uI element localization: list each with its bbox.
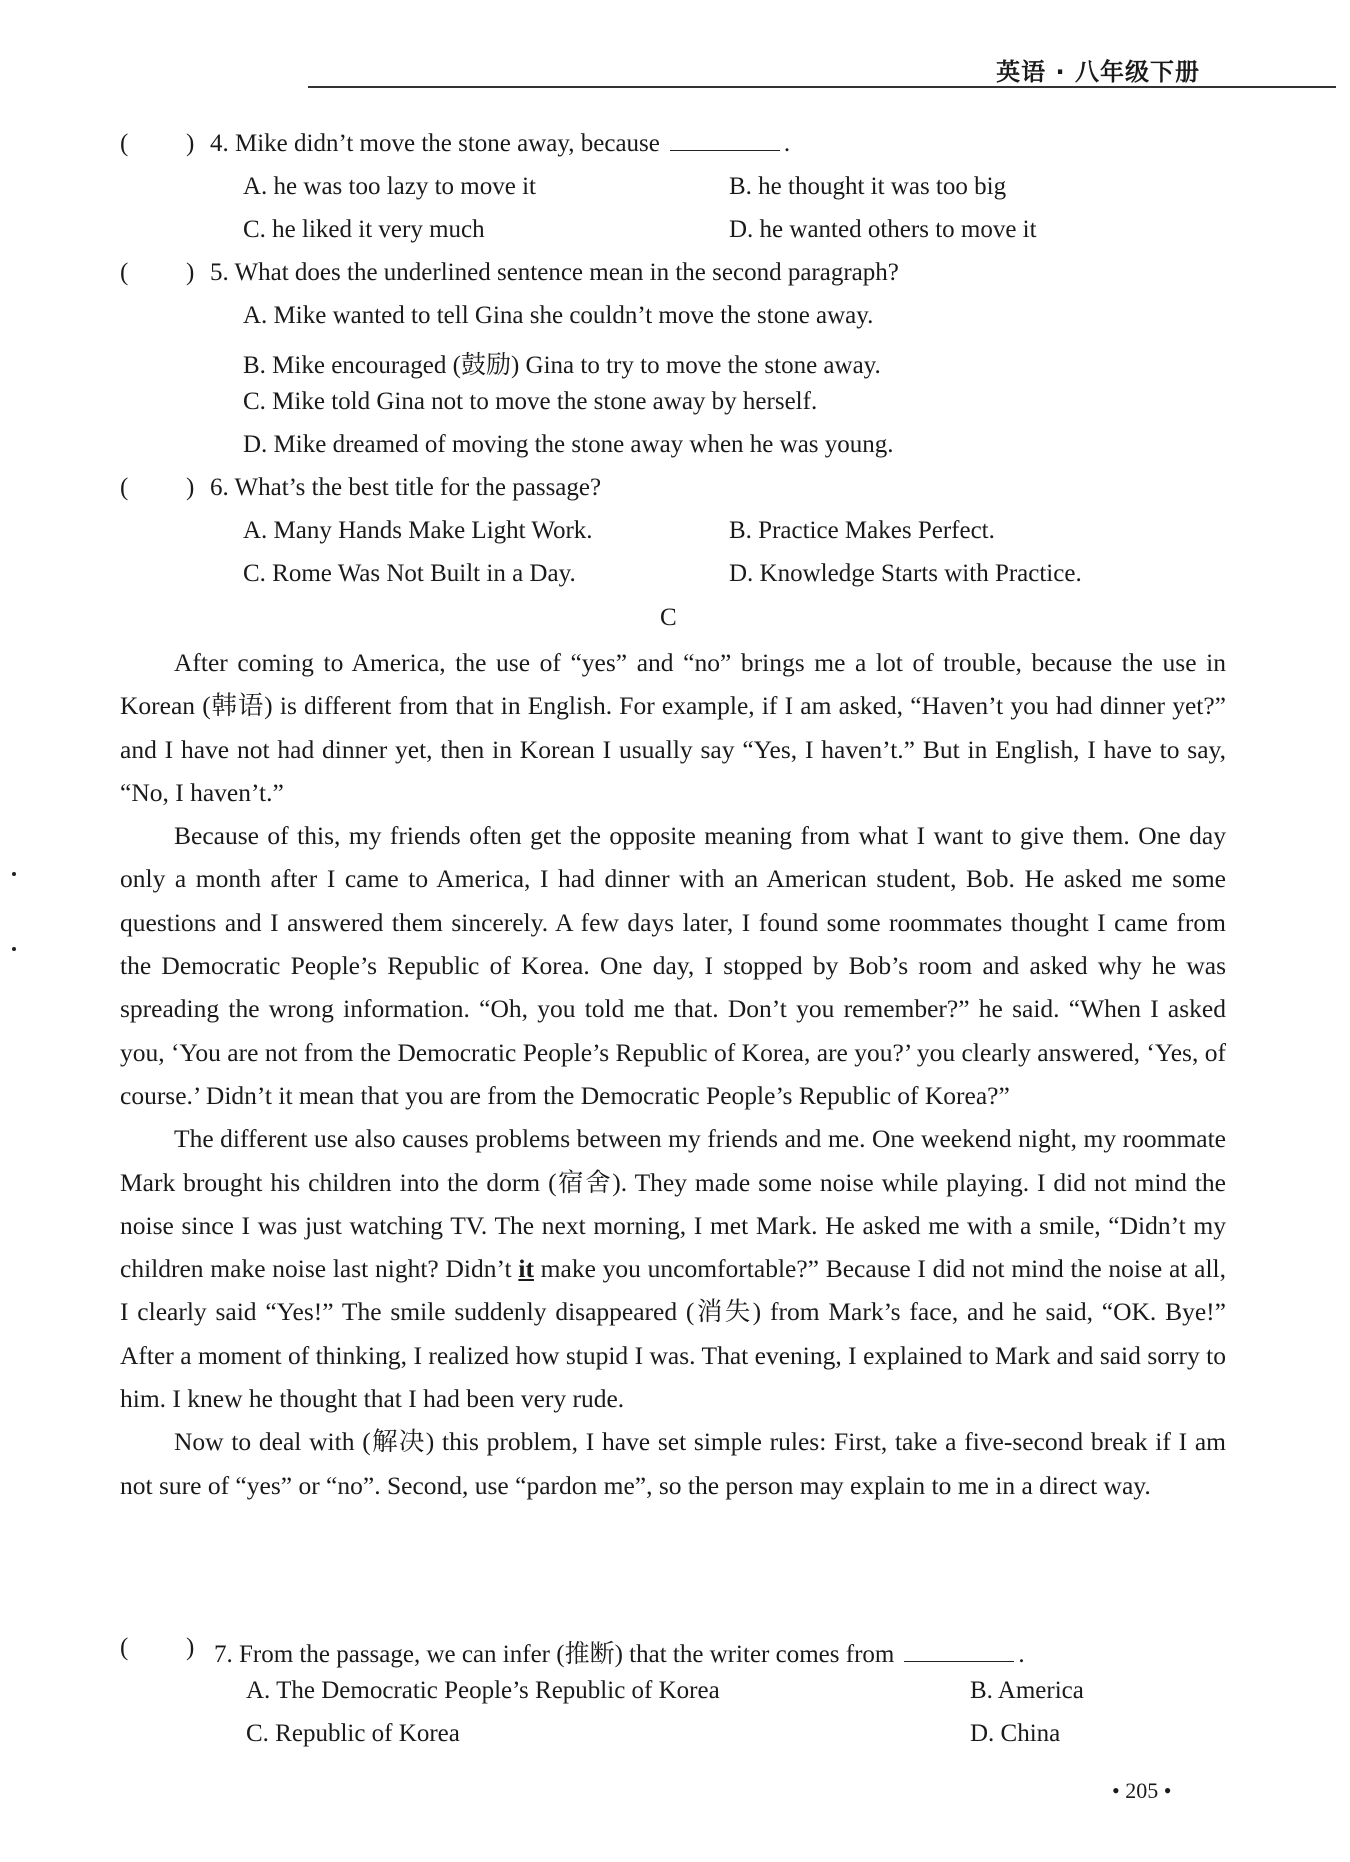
question-5-option-d[interactable]: D. Mike dreamed of moving the stone away when he was young. — [243, 431, 894, 458]
question-5-text: 5. What does the underlined sentence mean in the second paragraph? — [210, 259, 899, 286]
question-7-option-c[interactable]: C. Republic of Korea — [246, 1720, 460, 1747]
question-7-option-a[interactable]: A. The Democratic People’s Republic of Korea — [246, 1677, 720, 1704]
scan-mark — [12, 947, 16, 951]
reading-passage — [120, 641, 1226, 1507]
question-7-option-b[interactable]: B. America — [970, 1677, 1084, 1704]
question-4-text: 4. Mike didn’t move the stone away, because . — [210, 130, 791, 157]
question-4-option-d[interactable]: D. he wanted others to move it — [729, 216, 1037, 243]
passage-paragraph-2: Because of this, my friends often get the opposite meaning from what I want to give them. One day only a month after I came to America, I had dinner with an American student, Bob. He asked me some questions and I answered them sincerely. A few days later, I found some roommates thought I came from the Democratic People’s Republic of Korea. One day, I stopped by Bob’s room and asked why he was spreading the wrong information. “Oh, you told me that. Don’t you remember?” he said. “When I asked you, ‘You are not from the Democratic People’s Republic of Korea, are you?’ you clearly answered, ‘Yes, of course.’ Didn’t it mean that you are from the Democratic People’s Republic of Korea?” — [120, 821, 1226, 1110]
scan-mark — [12, 872, 16, 876]
question-5-option-b[interactable]: B. Mike encouraged (鼓励) Gina to try to move the stone away. — [243, 352, 881, 379]
header-title: 英语 · 八年级下册 — [996, 58, 1200, 86]
passage-paragraph-3: The different use also causes problems between my friends and me. One weekend night, my roommate Mark brought his children into the dorm (宿舍). They made some noise while playing. I did not mind the noise since I was just watching TV. The next morning, I met Mark. He asked me with a smile, “Didn’t my children make noise last night? Didn’t it make you uncomfortable?” Because I did not mind the noise at all, I clearly said “Yes!” The smile suddenly disappeared (消失) from Mark’s face, and he said, “OK. Bye!” After a moment of thinking, I realized how stupid I was. That evening, I explained to Mark and said sorry to him. I knew he thought that I had been very rude. — [120, 1124, 1226, 1414]
question-4-option-c[interactable]: C. he liked it very much — [243, 216, 485, 243]
passage-paragraph-1: After coming to America, the use of “yes” and “no” brings me a lot of trouble, because the use in Korean (韩语) is different from that in English. For example, if I am asked, “Haven’t you had dinner yet?” and I have not had dinner yet, then in Korean I usually say “Yes, I haven’t.” But in English, I have to say, “No, I haven’t.” — [120, 648, 1226, 807]
question-4-option-b[interactable]: B. he thought it was too big — [729, 173, 1007, 200]
question-7-text: 7. From the passage, we can infer (推断) that the writer comes from . — [214, 1641, 1025, 1668]
question-6-option-a[interactable]: A. Many Hands Make Light Work. — [243, 517, 593, 544]
section-letter: C — [660, 604, 677, 631]
question-6-option-b[interactable]: B. Practice Makes Perfect. — [729, 517, 995, 544]
underlined-word: it — [518, 1254, 534, 1284]
workbook-page: 英语 · 八年级下册 ( ) 4. Mike didn’t move the stone away, because . A. he was too lazy to move it B. he thought it was too big C. he liked it very much D. he wanted others to move it ( ) 5. What does the underlined sentence mean in the second paragraph? A. Mike wanted to tell Gina she couldn’t move the stone away. B. Mike encouraged (鼓励) Gina to try to move the stone away. C. Mike told Gina not to move the stone away by herself. D. Mike dreamed of moving the stone away when he was young. ( ) 6. What’s the best title for the passage? A. Many Hands Make Light Work. B. Practice Makes Perfect. C. Rome Was Not Built in a Day. D. Knowledge Starts with Practice. C After coming to America, the use of “yes” and “no” brings me a lot of trouble, because the use in Korean (韩语) is different from that in English. For example, if I am asked, “Haven’t you had dinner yet?” and I have not had dinner yet, then in Korean I usually say “Yes, I haven’t.” But in English, I have to say, “No, I haven’t.” Because of this, my friends often get the opposite meaning from what I want to give them. One day only a month after I came to America, I had dinner with an American student, Bob. He asked me some questions and I answered them sincerely. A few days later, I found some roommates thought I came from the Democratic People’s Republic of Korea. One day, I stopped by Bob’s room and asked why he was spreading the wrong information. “Oh, you told me that. Don’t you remember?” he said. “When I asked you, ‘You are not from the Democratic People’s Republic of Korea, are you?’ you clearly answered, ‘Yes, of course.’ Didn’t it mean that you are from the Democratic People’s Republic of Korea?” The different use also causes problems between my friends and me. One weekend night, my roommate Mark brought his children into the dorm (宿舍). They made some noise while playing. I did not mind the noise since I was just watching TV. The next morning, I met Mark. He asked me with a smile, “Didn’t my children make noise last night? Didn’t it make you uncomfortable?” Because I did not mind the noise at all, I clearly said “Yes!” The smile suddenly disappeared (消失) from Mark’s face, and he said, “OK. Bye!” After a moment of thinking, I realized how stupid I was. That evening, I explained to Mark and said sorry to him. I knew he thought that I had been very rude. Now to deal with (解决) this problem, I have set simple rules: First, take a five-second break if I am not sure of “yes” or “no”. Second, use “pardon me”, so the person may explain to me in a direct way. ( ) 7. From the passage, we can infer (推断) that the writer comes from . A. The Democratic People’s Republic of Korea B. America C. Republic of Korea D. China • 205 • — [0, 0, 1350, 1862]
question-6-text: 6. What’s the best title for the passage? — [210, 474, 602, 501]
question-5-option-c[interactable]: C. Mike told Gina not to move the stone away by herself. — [243, 388, 818, 415]
page-number: • 205 • — [1112, 1778, 1172, 1803]
answer-blank[interactable] — [670, 132, 780, 151]
question-4-option-a[interactable]: A. he was too lazy to move it — [243, 173, 536, 200]
question-5-option-a[interactable]: A. Mike wanted to tell Gina she couldn’t move the stone away. — [243, 302, 874, 329]
question-6-option-c[interactable]: C. Rome Was Not Built in a Day. — [243, 560, 576, 587]
answer-blank[interactable] — [904, 1643, 1014, 1662]
question-7-option-d[interactable]: D. China — [970, 1720, 1061, 1747]
header-rule — [308, 86, 1336, 88]
question-6-option-d[interactable]: D. Knowledge Starts with Practice. — [729, 560, 1082, 587]
passage-paragraph-4: Now to deal with (解决) this problem, I have set simple rules: First, take a five-second break if I am not sure of “yes” or “no”. Second, use “pardon me”, so the person may explain to me in a direct way. — [120, 1427, 1226, 1500]
